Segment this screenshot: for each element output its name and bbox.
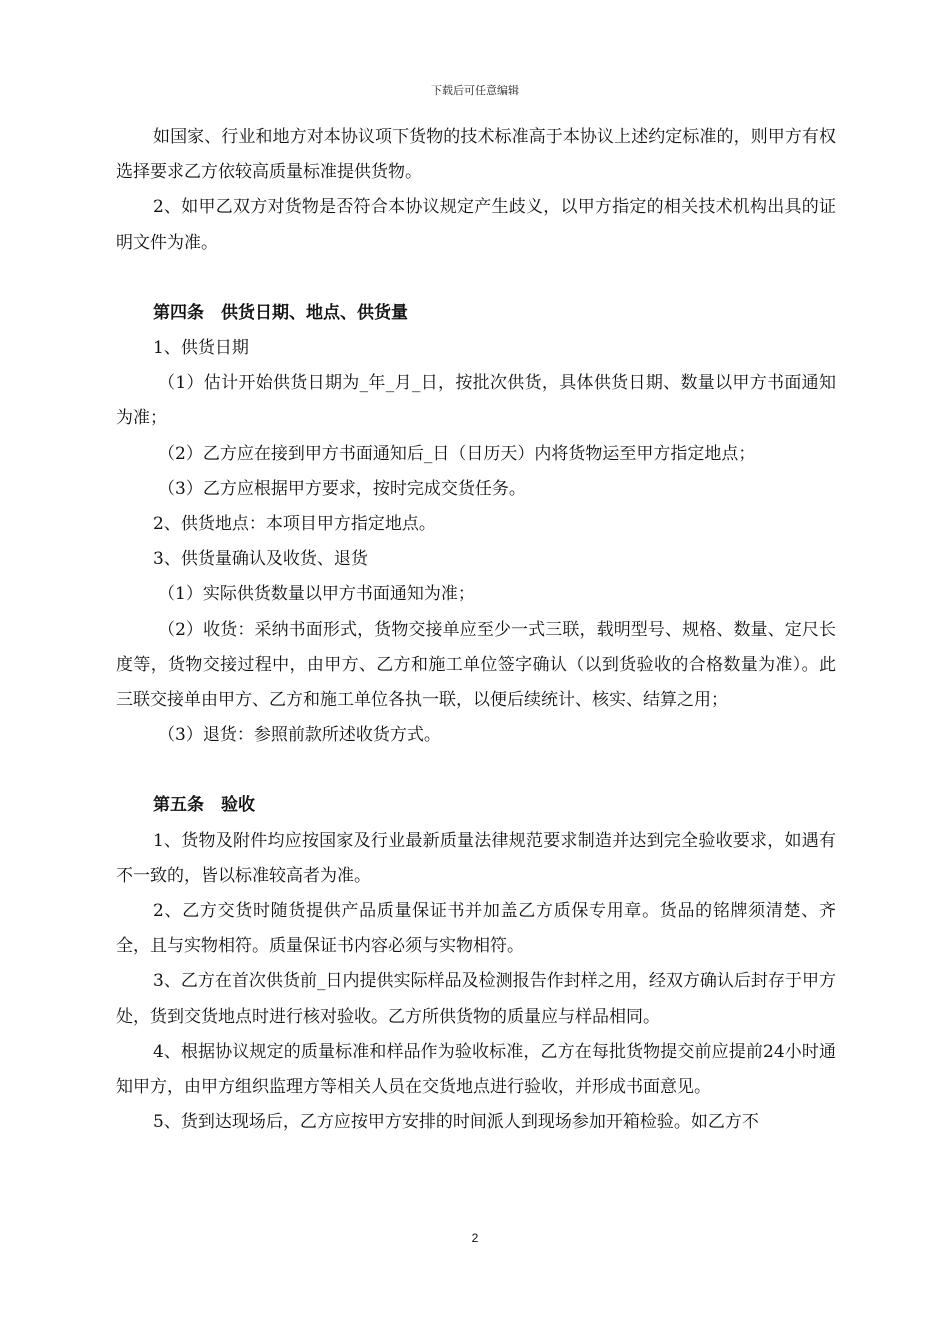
paragraph: 3、乙方在首次供货前_日内提供实际样品及检测报告作封样之用，经双方确认后封存于甲方处，货到交货地点时进行核对验收。乙方所供货物的质量应与样品相同。 bbox=[116, 971, 836, 1027]
paragraph: （3）退货：参照前款所述收货方式。 bbox=[158, 725, 441, 746]
paragraph: （3）乙方应根据甲方要求，按时完成交货任务。 bbox=[158, 478, 526, 499]
paragraph: （1）实际供货数量以甲方书面通知为准； bbox=[158, 584, 475, 605]
paragraph: 2、乙方交货时随货提供产品质量保证书并加盖乙方质保专用章。货品的铭牌须清楚、齐全，且与实物相符。质量保证书内容必须与实物相符。 bbox=[116, 901, 836, 957]
paragraph: 2、如甲乙双方对货物是否符合本协议规定产生歧义，以甲方指定的相关技术机构出具的证明文件为准。 bbox=[116, 197, 836, 253]
paragraph: 2、供货地点：本项目甲方指定地点。 bbox=[153, 514, 436, 535]
section-heading: 第五条 验收 bbox=[153, 795, 255, 816]
paragraph: 如国家、行业和地方对本协议项下货物的技术标准高于本协议上述约定标准的，则甲方有权选择要求乙方依较高质量标准提供货物。 bbox=[116, 127, 836, 183]
page-header: 下载后可任意编辑 bbox=[431, 84, 519, 97]
paragraph: 4、根据协议规定的质量标准和样品作为验收标准，乙方在每批货物提交前应提前24小时通知甲方，由甲方组织监理方等相关人员在交货地点进行验收，并形成书面意见。 bbox=[116, 1041, 836, 1098]
paragraph: （1）估计开始供货日期为_年_月_日，按批次供货，具体供货日期、数量以甲方书面通知为准； bbox=[116, 373, 836, 429]
paragraph: 5、货到达现场后，乙方应按甲方安排的时间派人到现场参加开箱检验。如乙方不 bbox=[153, 1112, 759, 1133]
paragraph: 1、货物及附件均应按国家及行业最新质量法律规范要求制造并达到完全验收要求，如遇有不一致的，皆以标准较高者为准。 bbox=[116, 830, 836, 886]
paragraph: （2）收货：采纳书面形式，货物交接单应至少一式三联，载明型号、规格、数量、定尺长度等，货物交接过程中，由甲方、乙方和施工单位签字确认（以到货验收的合格数量为准）。此三联交接单由甲方、乙方和施工单位各执一联，以便后续统计、核实、结算之用； bbox=[116, 619, 836, 711]
paragraph: 1、供货日期 bbox=[153, 338, 249, 359]
document-body bbox=[116, 120, 836, 1140]
page-number: 2 bbox=[471, 1231, 479, 1245]
paragraph: 3、供货量确认及收货、退货 bbox=[153, 549, 368, 570]
paragraph: （2）乙方应在接到甲方书面通知后_日（日历天）内将货物运至甲方指定地点； bbox=[158, 443, 756, 464]
section-heading: 第四条 供货日期、地点、供货量 bbox=[153, 302, 408, 323]
